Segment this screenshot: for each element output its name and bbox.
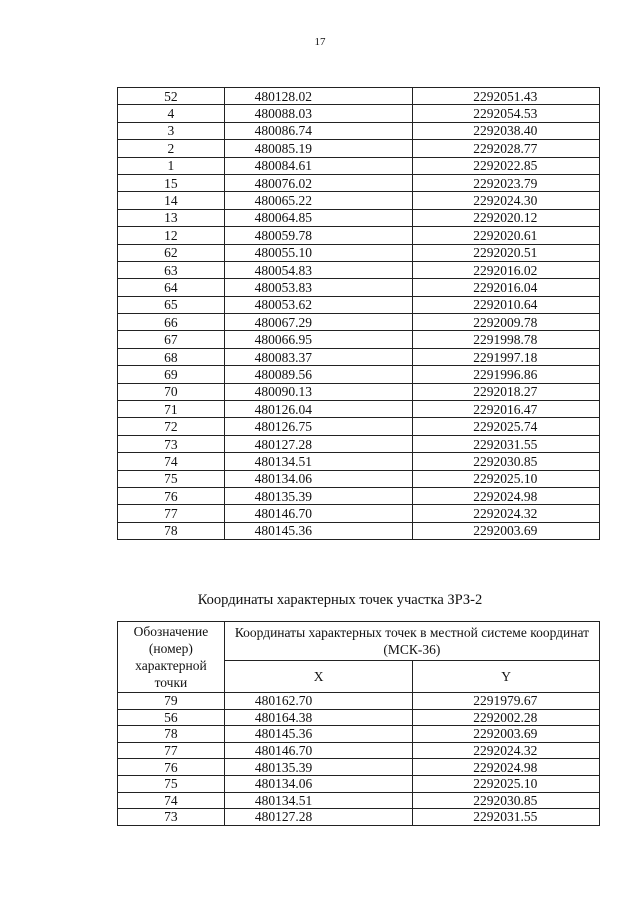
y-coordinate-cell: 2292031.55	[413, 435, 600, 452]
table-row	[118, 709, 600, 726]
table-row	[118, 435, 600, 452]
y-coordinate-cell: 2291979.67	[413, 693, 600, 710]
x-coordinate-cell: 480145.36	[224, 726, 412, 743]
point-number-cell: 4	[118, 105, 225, 122]
point-number-cell: 65	[118, 296, 225, 313]
x-coordinate-cell: 480146.70	[224, 742, 412, 759]
section-title: Координаты характерных точек участка ЗРЗ-2	[197, 592, 483, 608]
y-coordinate-cell: 2292020.51	[413, 244, 600, 261]
y-coordinate-cell: 2292028.77	[413, 140, 600, 157]
y-coordinate-cell: 2292023.79	[413, 174, 600, 191]
x-coordinate-cell: 480059.78	[224, 227, 413, 244]
x-coordinate-cell: 480065.22	[224, 192, 413, 209]
y-coordinate-cell: 2292030.85	[413, 792, 600, 809]
x-coordinate-cell: 480127.28	[224, 809, 412, 826]
table-row	[118, 244, 600, 261]
point-number-cell: 76	[118, 759, 225, 776]
x-coordinate-cell: 480053.83	[224, 279, 413, 296]
point-number-cell: 71	[118, 401, 225, 418]
x-coordinate-cell: 480135.39	[224, 759, 412, 776]
point-number-cell: 70	[118, 383, 225, 400]
y-coordinate-cell: 2292016.04	[413, 279, 600, 296]
x-coordinate-cell: 480126.04	[224, 401, 413, 418]
point-number-cell: 12	[118, 227, 225, 244]
y-coordinate-cell: 2292024.32	[413, 505, 600, 522]
table-row	[118, 157, 600, 174]
table-row	[118, 105, 600, 122]
point-number-cell: 14	[118, 192, 225, 209]
point-number-cell: 68	[118, 348, 225, 365]
table-row	[118, 122, 600, 139]
table-row	[118, 174, 600, 191]
x-coordinate-cell: 480088.03	[224, 105, 413, 122]
y-coordinate-cell: 2292025.10	[413, 775, 600, 792]
point-number-cell: 3	[118, 122, 225, 139]
table-row	[118, 261, 600, 278]
y-coordinate-cell: 2291997.18	[413, 348, 600, 365]
table-row	[118, 759, 600, 776]
table-row	[118, 775, 600, 792]
y-coordinate-cell: 2292024.32	[413, 742, 600, 759]
table-row	[118, 296, 600, 313]
point-number-header: Обозначение (номер) характерной точки	[118, 622, 225, 693]
table-row	[118, 401, 600, 418]
y-coordinate-cell: 2292024.98	[413, 487, 600, 504]
zrz2-table-body	[118, 693, 600, 826]
y-coordinate-cell: 2291996.86	[413, 366, 600, 383]
y-coordinate-cell: 2292038.40	[413, 122, 600, 139]
y-coordinate-cell: 2292020.12	[413, 209, 600, 226]
zrz2-table-header	[118, 622, 600, 693]
point-number-cell: 2	[118, 140, 225, 157]
point-number-cell: 79	[118, 693, 225, 710]
x-coordinate-cell: 480127.28	[224, 435, 413, 452]
x-coordinate-cell: 480135.39	[224, 487, 413, 504]
x-coordinate-cell: 480076.02	[224, 174, 413, 191]
table-row	[118, 227, 600, 244]
y-coordinate-cell: 2291998.78	[413, 331, 600, 348]
y-coordinate-cell: 2292010.64	[413, 296, 600, 313]
y-coordinate-cell: 2292031.55	[413, 809, 600, 826]
table-row	[118, 279, 600, 296]
table-row	[118, 522, 600, 539]
point-number-cell: 72	[118, 418, 225, 435]
point-number-cell: 75	[118, 775, 225, 792]
point-number-cell: 73	[118, 809, 225, 826]
x-coordinate-cell: 480055.10	[224, 244, 413, 261]
table-row	[118, 383, 600, 400]
x-header: X	[224, 661, 412, 693]
y-coordinate-cell: 2292018.27	[413, 383, 600, 400]
table-row	[118, 418, 600, 435]
y-coordinate-cell: 2292030.85	[413, 453, 600, 470]
x-coordinate-cell: 480146.70	[224, 505, 413, 522]
x-coordinate-cell: 480067.29	[224, 314, 413, 331]
y-coordinate-cell: 2292016.47	[413, 401, 600, 418]
point-number-cell: 78	[118, 522, 225, 539]
zrz2-coordinates-table	[117, 621, 600, 826]
table-row	[118, 366, 600, 383]
y-coordinate-cell: 2292020.61	[413, 227, 600, 244]
coordinates-table-continued	[117, 87, 600, 540]
x-coordinate-cell: 480086.74	[224, 122, 413, 139]
table-row	[118, 792, 600, 809]
coordinates-table-body	[118, 88, 600, 540]
point-number-cell: 56	[118, 709, 225, 726]
point-number-cell: 74	[118, 792, 225, 809]
x-coordinate-cell: 480162.70	[224, 693, 412, 710]
table-row	[118, 209, 600, 226]
point-number-cell: 75	[118, 470, 225, 487]
y-coordinate-cell: 2292016.02	[413, 261, 600, 278]
y-header: Y	[413, 661, 600, 693]
y-coordinate-cell: 2292003.69	[413, 726, 600, 743]
x-coordinate-cell: 480054.83	[224, 261, 413, 278]
table-row	[118, 314, 600, 331]
y-coordinate-cell: 2292024.98	[413, 759, 600, 776]
x-coordinate-cell: 480089.56	[224, 366, 413, 383]
table-row	[118, 470, 600, 487]
x-coordinate-cell: 480126.75	[224, 418, 413, 435]
point-number-cell: 66	[118, 314, 225, 331]
y-coordinate-cell: 2292002.28	[413, 709, 600, 726]
table-row	[118, 505, 600, 522]
point-number-cell: 74	[118, 453, 225, 470]
x-coordinate-cell: 480053.62	[224, 296, 413, 313]
table-row	[118, 726, 600, 743]
table-row	[118, 742, 600, 759]
x-coordinate-cell: 480084.61	[224, 157, 413, 174]
point-number-cell: 77	[118, 742, 225, 759]
y-coordinate-cell: 2292051.43	[413, 88, 600, 105]
coordinate-system-header: Координаты характерных точек в местной системе координат (МСК-36)	[224, 622, 599, 661]
x-coordinate-cell: 480134.06	[224, 470, 413, 487]
point-number-cell: 69	[118, 366, 225, 383]
table-row	[118, 693, 600, 710]
table-row	[118, 809, 600, 826]
point-number-cell: 13	[118, 209, 225, 226]
x-coordinate-cell: 480085.19	[224, 140, 413, 157]
point-number-cell: 76	[118, 487, 225, 504]
x-coordinate-cell: 480083.37	[224, 348, 413, 365]
point-number-cell: 63	[118, 261, 225, 278]
y-coordinate-cell: 2292025.74	[413, 418, 600, 435]
point-number-cell: 52	[118, 88, 225, 105]
x-coordinate-cell: 480145.36	[224, 522, 413, 539]
y-coordinate-cell: 2292022.85	[413, 157, 600, 174]
x-coordinate-cell: 480064.85	[224, 209, 413, 226]
table-row	[118, 192, 600, 209]
x-coordinate-cell: 480128.02	[224, 88, 413, 105]
x-coordinate-cell: 480134.06	[224, 775, 412, 792]
point-number-cell: 62	[118, 244, 225, 261]
point-number-cell: 67	[118, 331, 225, 348]
table-row	[118, 88, 600, 105]
x-coordinate-cell: 480134.51	[224, 453, 413, 470]
x-coordinate-cell: 480090.13	[224, 383, 413, 400]
point-number-cell: 77	[118, 505, 225, 522]
y-coordinate-cell: 2292009.78	[413, 314, 600, 331]
point-number-cell: 15	[118, 174, 225, 191]
y-coordinate-cell: 2292025.10	[413, 470, 600, 487]
point-number-cell: 78	[118, 726, 225, 743]
table-row	[118, 331, 600, 348]
y-coordinate-cell: 2292024.30	[413, 192, 600, 209]
point-number-cell: 1	[118, 157, 225, 174]
point-number-cell: 73	[118, 435, 225, 452]
x-coordinate-cell: 480134.51	[224, 792, 412, 809]
table-row	[118, 140, 600, 157]
y-coordinate-cell: 2292054.53	[413, 105, 600, 122]
table-row	[118, 348, 600, 365]
table-row	[118, 487, 600, 504]
point-number-cell: 64	[118, 279, 225, 296]
y-coordinate-cell: 2292003.69	[413, 522, 600, 539]
page-number: 17	[314, 36, 326, 48]
x-coordinate-cell: 480164.38	[224, 709, 412, 726]
x-coordinate-cell: 480066.95	[224, 331, 413, 348]
table-row	[118, 453, 600, 470]
